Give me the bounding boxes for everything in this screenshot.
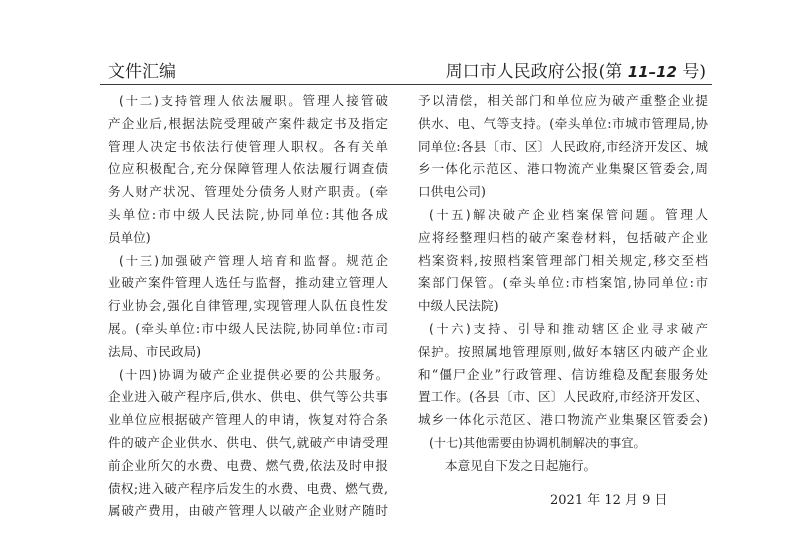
line-text: 头单位:市中级人民法院,协同单位:其他各成: [108, 206, 388, 222]
paragraph-line: [418, 364, 708, 387]
line-text: 档案资料,按照档案管理部门相关规定,移交至档: [418, 252, 708, 268]
date-line: 2021 年 12 月 9 日: [550, 492, 668, 508]
line-text: 规范企: [346, 252, 388, 268]
clause-heading: (十七)其他需要由协调机制解决的事宜。: [429, 435, 646, 450]
line-text: 按照属地管理原则,做好本辖区内破产企业: [457, 343, 708, 359]
clause-heading: (十二)支持管理人依法履职。: [119, 94, 303, 108]
line-text: 展。(牵头单位:市中级人民法院,协同单位:市司: [108, 320, 388, 336]
gazette-title-suffix: 号): [682, 62, 706, 82]
line-text: 业单位应根据破产管理人的申请，恢复对符合条: [108, 412, 388, 428]
line-text: 属破产费用，由破产管理人以破产企业财产随时: [108, 503, 388, 519]
paragraph-line: [108, 272, 388, 295]
line-text: 务人财产状况、管理处分债务人财产职责。(牵: [108, 184, 388, 200]
paragraph-line: [418, 318, 708, 341]
paragraph-line: [418, 341, 708, 364]
line-text: 中级人民法院): [418, 298, 499, 314]
right-column: [418, 90, 708, 512]
clause-heading: 保护。: [418, 344, 458, 359]
paragraph-line: [418, 272, 708, 295]
line-text: 业破产案件管理人选任与监督，推动建立管理人: [108, 275, 388, 291]
left-column: [108, 90, 388, 523]
section-name: 文件汇编: [108, 62, 176, 82]
line-text: 案部门保管。(牵头单位:市档案馆,协同单位:市: [418, 275, 708, 291]
paragraph-line: [108, 500, 388, 523]
clause-heading: (十六)支持、引导和推动辖区企业寻求破产: [429, 321, 708, 336]
paragraph-line: [418, 181, 708, 204]
paragraph-line: [418, 204, 708, 227]
line-text: 予以清偿，相关部门和单位应为破产重整企业提: [418, 93, 708, 108]
paragraph-line: [108, 364, 388, 387]
paragraph-line: [108, 432, 388, 455]
paragraph-line: [418, 295, 708, 318]
line-text: 件的破产企业供水、供电、供气,就破产申请受理: [108, 434, 388, 450]
line-text: 供水、电、气等支持。(牵头单位:市城市管理局,协: [418, 115, 708, 131]
paragraph-line: [108, 250, 388, 273]
line-text: 管理人决定书依法行使管理人职权。各有关单: [108, 138, 388, 154]
paragraph-line: [108, 204, 388, 227]
clause-heading: (十四)协调为破产企业提供必要的公共服务。: [119, 367, 388, 382]
paragraph-line: [108, 409, 388, 432]
issue-number: 11–12: [627, 63, 677, 81]
paragraph-line: [418, 409, 708, 432]
paragraph-line: [108, 181, 388, 204]
paragraph-line: [108, 136, 388, 159]
line-text: 法局、市民政局): [108, 343, 202, 359]
clause-heading: (十五)解决破产企业档案保管问题。: [429, 207, 666, 222]
paragraph-line: [418, 158, 708, 181]
gazette-title: [446, 61, 706, 83]
paragraph-line: [108, 113, 388, 136]
paragraph-line: [418, 227, 708, 250]
line-text: 产企业后,根据法院受理破产案件裁定书及指定: [108, 115, 388, 131]
paragraph-line: [108, 318, 388, 341]
line-text: 置工作。(各县〔市、区〕人民政府,市经济开发区、: [418, 389, 708, 405]
line-text: 城乡一体化示范区、港口物流产业集聚区管委会): [418, 412, 708, 428]
paragraph-line: [108, 455, 388, 478]
paragraph-line: [418, 455, 708, 478]
line-text: 口供电公司): [418, 184, 486, 200]
paragraph-line: [108, 158, 388, 181]
line-text: 位应积极配合,充分保障管理人依法履行调查债: [108, 161, 388, 177]
paragraph-line: [418, 90, 708, 113]
line-text: 前企业所欠的水费、电费、燃气费,依法及时申报: [108, 457, 388, 473]
line-text: 债权;进入破产程序后发生的水费、电费、燃气费,: [108, 480, 388, 496]
paragraph-line: [418, 136, 708, 159]
paragraph-line: [108, 386, 388, 409]
line-text: 员单位): [108, 229, 151, 245]
paragraph-line: [108, 295, 388, 318]
paragraph-line: [418, 386, 708, 409]
header-rule: [100, 84, 712, 85]
paragraph-line: [418, 250, 708, 273]
paragraph-line: [108, 90, 388, 113]
line-text: 本意见自下发之日起施行。: [445, 457, 597, 473]
line-text: 行业协会,强化自律管理,实现管理人队伍良性发: [108, 298, 388, 314]
line-text: 乡一体化示范区、港口物流产业集聚区管委会,周: [418, 161, 708, 177]
line-text: 管理人: [665, 206, 708, 222]
line-text: 和“僵尸企业”行政管理、信访维稳及配套服务处: [418, 366, 708, 382]
paragraph-line: [108, 478, 388, 501]
paragraph-line: [418, 113, 708, 136]
paragraph-line: [418, 432, 708, 455]
gazette-title-prefix: 周口市人民政府公报(第: [445, 62, 623, 82]
line-text: 同单位:各县〔市、区〕人民政府,市经济开发区、城: [418, 138, 708, 154]
line-text: 应将经整理归档的破产案卷材料，包括破产企业: [418, 229, 708, 245]
line-text: 管理人接管破: [302, 93, 388, 108]
paragraph-line: [108, 341, 388, 364]
line-text: 企业进入破产程序后,供水、供电、供气等公共事: [108, 389, 388, 405]
paragraph-line: [108, 227, 388, 250]
clause-heading: (十三)加强破产管理人培育和监督。: [119, 253, 347, 268]
